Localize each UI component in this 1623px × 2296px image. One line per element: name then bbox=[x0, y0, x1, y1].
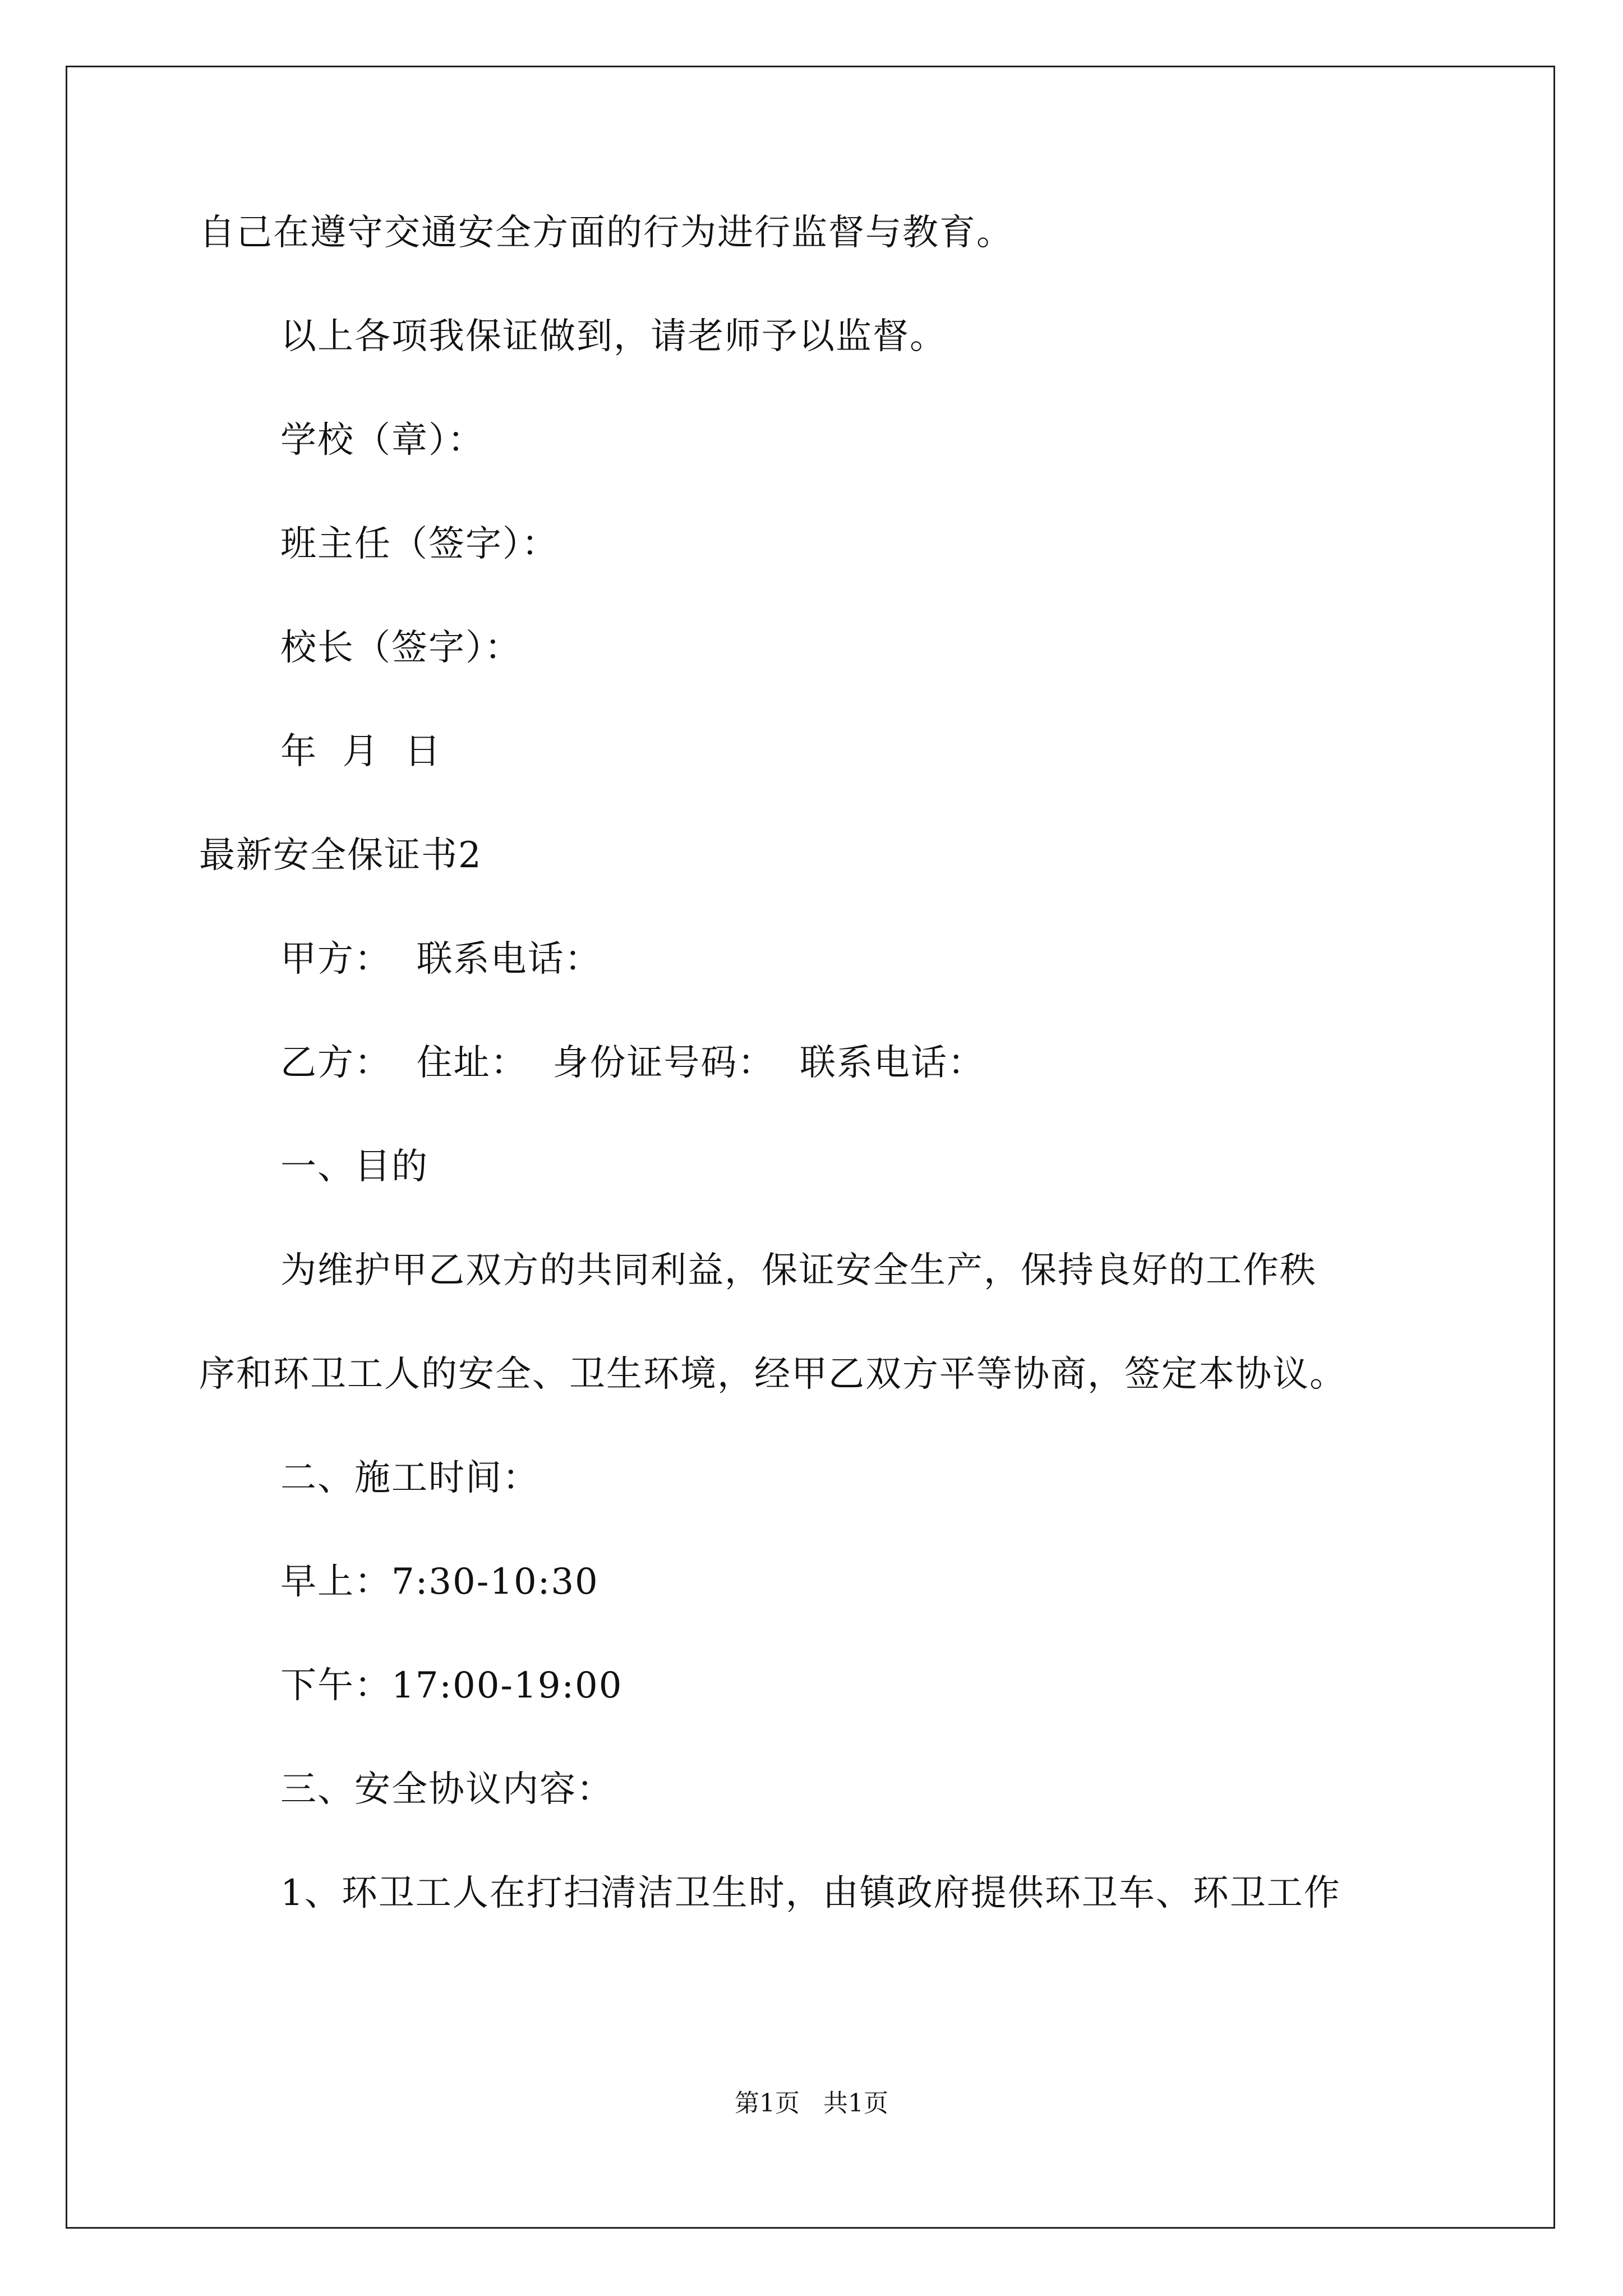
text-line-9: 乙方： 住址： 身份证号码： 联系电话： bbox=[280, 1042, 985, 1084]
text-line-11: 为维护甲乙双方的共同利益，保证安全生产，保持良好的工作秩 bbox=[280, 1250, 1317, 1291]
text-line-1: 自己在遵守交通安全方面的行为进行监督与教育。 bbox=[199, 212, 1013, 254]
page-footer: 第1页 共1页 bbox=[735, 2089, 888, 2118]
text-line-5: 校长（签字）： bbox=[280, 627, 522, 669]
heading-work-time: 二、施工时间： bbox=[280, 1457, 540, 1499]
heading-safety-content: 三、安全协议内容： bbox=[280, 1769, 614, 1810]
text-line-15: 下午：17:00-19:00 bbox=[280, 1665, 623, 1706]
text-line-2: 以上各项我保证做到，请老师予以监督。 bbox=[280, 316, 947, 357]
text-line-14: 早上：7:30-10:30 bbox=[280, 1561, 599, 1603]
text-line-17: 1、环卫工人在打扫清洁卫生时，由镇政府提供环卫车、环卫工作 bbox=[280, 1872, 1341, 1914]
section-title: 最新安全保证书2 bbox=[199, 835, 482, 876]
text-line-12: 序和环卫工人的安全、卫生环境，经甲乙双方平等协商，签定本协议。 bbox=[199, 1354, 1347, 1395]
text-line-3: 学校（章）： bbox=[280, 420, 485, 461]
text-line-6: 年 月 日 bbox=[280, 731, 442, 772]
heading-purpose: 一、目的 bbox=[280, 1146, 428, 1188]
text-line-4: 班主任（签字）： bbox=[280, 523, 559, 565]
text-line-8: 甲方： 联系电话： bbox=[280, 938, 602, 980]
